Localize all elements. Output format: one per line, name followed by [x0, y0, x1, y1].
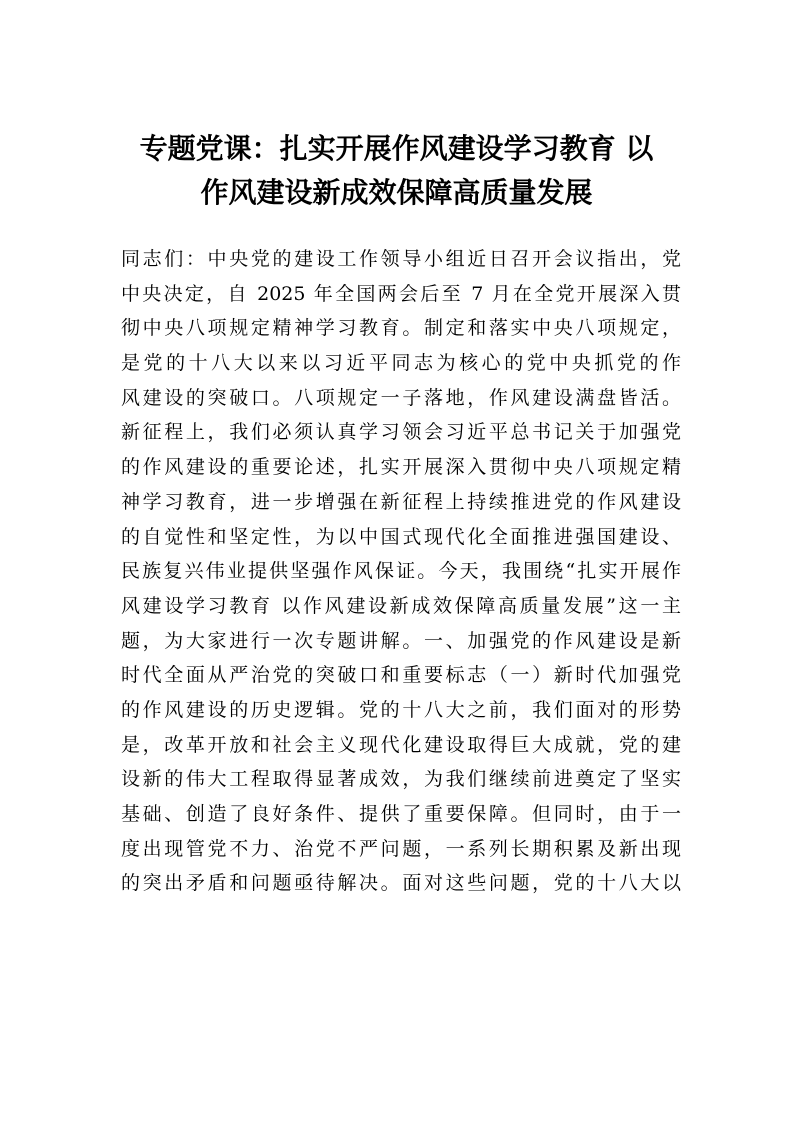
body-line: 时代全面从严治党的突破口和重要标志（一）新时代加强党 — [121, 664, 681, 687]
body-line: 题，为大家进行一次专题讲解。一、加强党的作风建设是新 — [121, 629, 681, 652]
body-line: 风建设的突破口。八项规定一子落地，作风建设满盘皆活。 — [121, 386, 681, 409]
document-title-line-1: 专题党课：扎实开展作风建设学习教育 以 — [139, 132, 654, 165]
body-line: 神学习教育，进一步增强在新征程上持续推进党的作风建设 — [121, 490, 681, 513]
body-line: 设新的伟大工程取得显著成效，为我们继续前进奠定了坚实 — [121, 768, 681, 791]
body-line: 度出现管党不力、治党不严问题，一系列长期积累及新出现 — [121, 837, 681, 860]
body-line: 的自觉性和坚定性，为以中国式现代化全面推进强国建设、 — [121, 525, 681, 548]
body-line: 中央决定，自 2025 年全国两会后至 7 月在全党开展深入贯 — [121, 282, 681, 305]
body-line: 的作风建设的重要论述，扎实开展深入贯彻中央八项规定精 — [121, 456, 681, 479]
body-line: 的作风建设的历史逻辑。党的十八大之前，我们面对的形势 — [121, 698, 681, 721]
body-line: 风建设学习教育 以作风建设新成效保障高质量发展”这一主 — [121, 594, 681, 617]
body-line: 是党的十八大以来以习近平同志为核心的党中央抓党的作 — [121, 352, 681, 375]
body-line: 民族复兴伟业提供坚强作风保证。今天，我围绕“扎实开展作 — [121, 560, 681, 583]
body-line: 新征程上，我们必须认真学习领会习近平总书记关于加强党 — [121, 421, 681, 444]
document-title-line-2: 作风建设新成效保障高质量发展 — [200, 176, 593, 209]
document-body — [121, 242, 681, 901]
body-line: 是，改革开放和社会主义现代化建设取得巨大成就，党的建 — [121, 733, 681, 756]
body-line: 同志们：中央党的建设工作领导小组近日召开会议指出，党 — [121, 248, 681, 270]
body-line: 基础、创造了良好条件、提供了重要保障。但同时，由于一 — [121, 803, 681, 825]
body-line: 的突出矛盾和问题亟待解决。面对这些问题，党的十八大以 — [121, 872, 681, 895]
body-line: 彻中央八项规定精神学习教育。制定和落实中央八项规定， — [121, 317, 681, 340]
